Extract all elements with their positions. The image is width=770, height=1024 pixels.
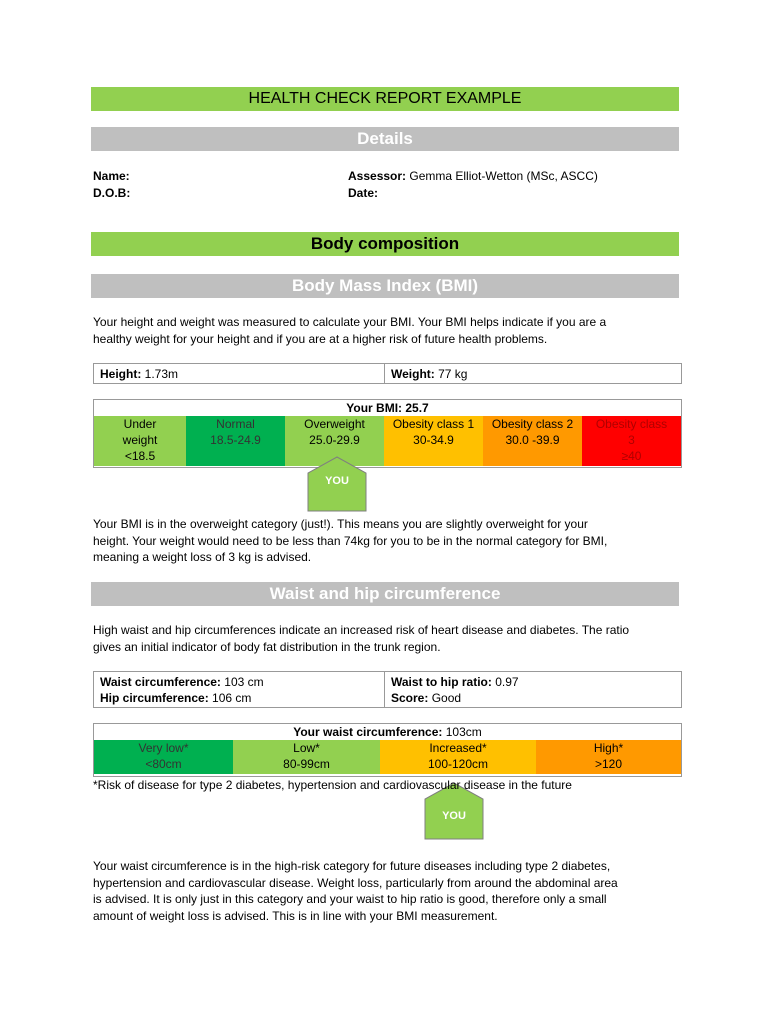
ratio-value: 0.97 bbox=[495, 675, 519, 689]
dob-label: D.O.B: bbox=[93, 186, 131, 200]
waist-cat-low bbox=[233, 740, 380, 774]
waist-heading: Waist and hip circumference bbox=[91, 582, 679, 606]
ratio-label: Waist to hip ratio: bbox=[391, 675, 492, 689]
bmi-cat-obesity-1 bbox=[384, 416, 483, 466]
date-label: Date: bbox=[348, 186, 379, 200]
waist-footnote: *Risk of disease for type 2 diabetes, hypertension and cardiovascular disease in the future bbox=[93, 778, 572, 792]
bmi-cat-underweight bbox=[94, 416, 186, 466]
waist-cat-range: >120 bbox=[594, 757, 623, 771]
waist-you-label: YOU bbox=[442, 810, 466, 822]
assessor-label: Assessor: bbox=[348, 169, 407, 183]
assessor-line bbox=[348, 168, 598, 184]
bmi-scale bbox=[93, 399, 682, 468]
score-value: Good bbox=[431, 691, 462, 705]
waist-cat-high bbox=[536, 740, 681, 774]
waist-result-line-4: amount of weight loss is advised. This is in line with your BMI measurement. bbox=[93, 908, 498, 923]
bmi-cat-range: 25.0-29.9 bbox=[309, 433, 360, 447]
your-waist bbox=[94, 724, 681, 740]
bmi-heading: Body Mass Index (BMI) bbox=[91, 274, 679, 298]
waist-result bbox=[93, 858, 678, 924]
waist-cat-label: High* bbox=[593, 741, 624, 755]
waist-label: Waist circumference: bbox=[100, 675, 221, 689]
waist-cat-increased bbox=[380, 740, 536, 774]
bmi-cat-normal bbox=[186, 416, 285, 466]
bmi-you-label: YOU bbox=[325, 475, 349, 487]
bmi-cat-range: 30-34.9 bbox=[413, 433, 454, 447]
weight-label: Weight: bbox=[391, 367, 435, 381]
waist-hip-cell bbox=[94, 672, 384, 707]
bmi-cat-label: weight bbox=[122, 433, 158, 447]
waist-result-line-1: Your waist circumference is in the high-risk category for future diseases including type 2 diabetes, bbox=[93, 859, 611, 873]
bmi-cat-label: Under bbox=[123, 417, 157, 431]
waist-value: 103 cm bbox=[224, 675, 264, 689]
bmi-cat-range: ≥40 bbox=[621, 449, 642, 463]
bmi-cat-label: Normal bbox=[216, 417, 255, 431]
bmi-intro bbox=[93, 314, 678, 347]
height-weight-box bbox=[93, 363, 682, 384]
details-heading: Details bbox=[91, 127, 679, 151]
hip-label: Hip circumference: bbox=[100, 691, 209, 705]
bmi-cat-label: Obesity class 1 bbox=[392, 417, 475, 431]
waist-scale bbox=[93, 723, 682, 777]
bmi-cat-obesity-3 bbox=[582, 416, 681, 466]
hip-value: 106 cm bbox=[212, 691, 252, 705]
bmi-result-line-2: height. Your weight would need to be less than 74kg for you to be in the normal category for BMI, bbox=[93, 533, 608, 548]
waist-intro bbox=[93, 622, 678, 655]
waist-intro-line-1: High waist and hip circumferences indicate an increased risk of heart disease and diabetes. The ratio bbox=[93, 623, 630, 637]
bmi-result-line-1: Your BMI is in the overweight category (just!). This means you are slightly overweight for your bbox=[93, 517, 588, 531]
waist-categories bbox=[94, 740, 681, 774]
waist-cat-label: Increased* bbox=[429, 741, 487, 755]
bmi-cat-range: <18.5 bbox=[124, 449, 156, 463]
bmi-result bbox=[93, 516, 678, 566]
weight-cell bbox=[384, 364, 681, 383]
height-label: Height: bbox=[100, 367, 142, 381]
waist-result-line-2: hypertension and cardiovascular disease. Weight loss, particularly from around the abdominal area bbox=[93, 875, 618, 890]
waist-cat-label: Very low* bbox=[138, 741, 189, 755]
bmi-result-line-3: meaning a weight loss of 3 kg is advised. bbox=[93, 550, 312, 564]
height-value: 1.73m bbox=[144, 367, 179, 381]
bmi-cat-label: Obesity class bbox=[595, 417, 668, 431]
waist-result-line-3: is advised. It is only just in this category and your waist to hip ratio is good, therefore only a small bbox=[93, 892, 607, 906]
bmi-intro-line-2: healthy weight for your height and if you are at a higher risk of future health problems. bbox=[93, 331, 548, 346]
score-label: Score: bbox=[391, 691, 429, 705]
waist-cat-range: <80cm bbox=[145, 757, 182, 771]
bmi-you-marker bbox=[307, 456, 367, 512]
bmi-cat-label: Overweight bbox=[304, 417, 365, 431]
bmi-categories bbox=[94, 416, 681, 466]
your-bmi: Your BMI: 25.7 bbox=[346, 401, 429, 415]
waist-cat-range: 80-99cm bbox=[283, 757, 330, 771]
body-composition-heading: Body composition bbox=[91, 232, 679, 256]
bmi-cat-obesity-2 bbox=[483, 416, 582, 466]
waist-cat-very-low bbox=[94, 740, 233, 774]
bmi-cat-label: 3 bbox=[628, 433, 635, 447]
height-cell bbox=[94, 364, 384, 383]
ratio-score-cell bbox=[384, 672, 681, 707]
waist-cat-range: 100-120cm bbox=[427, 757, 489, 771]
waist-cat-label: Low* bbox=[293, 741, 320, 755]
bmi-intro-line-1: Your height and weight was measured to calculate your BMI. Your BMI helps indicate if you are a bbox=[93, 315, 607, 329]
name-label: Name: bbox=[93, 169, 130, 183]
bmi-cat-range: 18.5-24.9 bbox=[210, 433, 261, 447]
weight-value: 77 kg bbox=[438, 367, 468, 381]
waist-hip-box bbox=[93, 671, 682, 708]
bmi-cat-range: 30.0 -39.9 bbox=[505, 433, 560, 447]
bmi-cat-label: Obesity class 2 bbox=[491, 417, 574, 431]
waist-intro-line-2: gives an initial indicator of body fat distribution in the trunk region. bbox=[93, 639, 441, 654]
your-waist-value: 103cm bbox=[445, 725, 482, 739]
assessor-value: Gemma Elliot-Wetton (MSc, ASCC) bbox=[409, 169, 598, 183]
your-waist-label: Your waist circumference: bbox=[293, 725, 443, 739]
report-title: HEALTH CHECK REPORT EXAMPLE bbox=[91, 87, 679, 111]
